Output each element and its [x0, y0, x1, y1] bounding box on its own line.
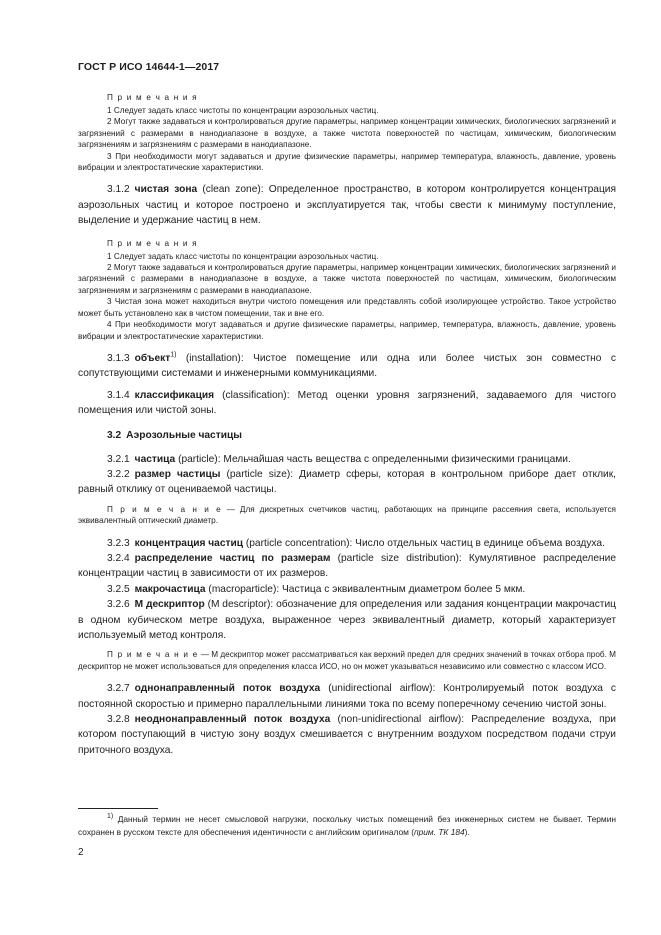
- footnote-text: Данный термин не несет смысловой нагрузки, поскольку чистых помещений без инженерных систем не бывает. Термин сохранен в русском тексте для обеспечения идентичности с английским оригиналом (: [78, 814, 616, 837]
- term-definition: [78, 182, 616, 228]
- term-text: (particle size distribution): Кумулятивное распределение концентрации частиц в зависимости от их размеров.: [78, 552, 616, 580]
- term-text: (non-unidirectional airflow): Распределение воздуха, при котором поступающий в чистую зону воздух смешивается с внутренним воздухом посредством подачи струи приточного воздуха.: [78, 714, 616, 756]
- term-name: классификация: [134, 389, 215, 401]
- section-title: Аэрозольные частицы: [126, 429, 242, 441]
- term-name: неоднонаправленный поток воздуха: [134, 714, 331, 726]
- term-definition: [78, 536, 616, 551]
- note-item: 4 При необходимости могут задаваться и другие физические параметры, например, температура, влажность, давление, уровень вибрации и электростатические характеристики.: [78, 320, 616, 341]
- note-item: 3 При необходимости могут задаваться и другие физические параметры, например температура, влажность, давление, уровень вибрации и электростатические характеристики.: [78, 151, 616, 173]
- term-definition: [78, 351, 616, 382]
- term-name: чистая зона: [134, 184, 198, 196]
- note-label: П р и м е ч а н и е: [107, 650, 199, 660]
- term-number: 3.1.3: [107, 352, 130, 364]
- term-text: (installation): Чистое помещение или одна или более чистых зон совместно с сопутствующими системами и инженерными коммуникациями.: [78, 352, 616, 380]
- term-name: М дескриптор: [134, 599, 205, 611]
- note-text: — Для дискретных счетчиков частиц, работающих на принципе рассеяния света, используется эквивалентный оптический диаметр.: [78, 504, 616, 526]
- term-number: 3.2.7: [107, 683, 130, 695]
- term-name: концентрация частиц: [134, 537, 244, 549]
- term-number: 3.2.4: [107, 552, 130, 564]
- footnote-italic: прим. ТК 184: [414, 827, 465, 837]
- term-text: (particle): Мельчайшая часть вещества с определенными физическими границами.: [175, 453, 571, 465]
- term-text: (particle size): Диаметр сферы, которая в контрольном приборе дает отклик, равный отклику от оцениваемой частицы.: [78, 468, 616, 496]
- term-definition: [78, 597, 616, 643]
- note-item: 3 Чистая зона может находиться внутри чистого помещения или представлять собой изолирующее устройство. Такое устройство может быть установлено как в чистом помещении, так и вне его.: [78, 297, 616, 318]
- page-content: [78, 92, 616, 758]
- notes-title: П р и м е ч а н и я: [107, 93, 198, 102]
- term-name: частица: [134, 453, 176, 465]
- note-label: П р и м е ч а н и е: [107, 504, 222, 514]
- page-number: 2: [78, 847, 84, 858]
- term-name: макрочастица: [134, 583, 206, 595]
- term-definition: [78, 551, 616, 582]
- term-definition: [78, 712, 616, 758]
- term-definition: [78, 452, 616, 467]
- term-number: 3.2.1: [107, 453, 130, 465]
- footnote-divider: [78, 808, 158, 809]
- note-item: [78, 504, 616, 527]
- section-heading: [78, 428, 616, 443]
- section-number: 3.2: [107, 429, 122, 441]
- term-number: 3.2.8: [107, 714, 130, 726]
- term-text: (unidirectional airflow): Контролируемый поток воздуха с постоянной скоростью и примерно параллельными линиями тока по всему поперечному сечению чистой зоны.: [78, 683, 616, 710]
- term-text: (macroparticle): Частица с эквивалентным диаметром более 5 мкм.: [205, 583, 526, 595]
- term-name: объект: [134, 352, 171, 364]
- term-number: 3.2.2: [107, 468, 130, 480]
- term-text: (M descriptor): обозначение для определения или задания концентрации макрочастиц в одном кубическом метре воздуха, выраженное через эквивалентный диаметр, который характеризует используемый метод контроля.: [78, 599, 616, 641]
- footnote-end: ).: [464, 827, 470, 837]
- term-definition: [78, 388, 616, 419]
- notes-title: П р и м е ч а н и я: [107, 238, 198, 248]
- term-number: 3.1.4: [107, 389, 130, 401]
- note-item: 1 Следует задать класс чистоты по концентрации аэрозольных частиц.: [107, 106, 379, 115]
- term-number: 3.2.3: [107, 537, 130, 549]
- document-header: ГОСТ Р ИСО 14644-1—2017: [78, 61, 220, 73]
- term-definition: [78, 467, 616, 498]
- note-item: 1 Следует задать класс чистоты по концентрации аэрозольных частиц.: [107, 251, 379, 261]
- footnote-mark: 1): [107, 813, 114, 821]
- term-name: размер частицы: [134, 468, 221, 480]
- note-text: — М дескриптор может рассматриваться как верхний предел для средних значений в точках отбора проб. М дескриптор не может использоваться для определения класса ИСО, но он может указываться независимо или совместно с классом ИСО.: [78, 650, 617, 671]
- footnote: [78, 813, 616, 839]
- term-definition: [78, 582, 616, 597]
- note-item: 2 Могут также задаваться и контролироваться другие параметры, например концентрации химических, биологических загрязнений и загрязнений с размерами в нанодиапазоне в воздухе, а также чистота поверхностей по частицам, химическим, биологическим загрязнениям и загрязнениям с размерами в нанодиапазоне.: [78, 117, 616, 150]
- term-text: (classification): Метод оценки уровня загрязнений, задаваемого для чистого помещения или чистой зоны.: [78, 389, 616, 417]
- footnote-ref: 1): [170, 351, 177, 359]
- term-name: распределение частиц по размерам: [134, 552, 331, 564]
- note-item: 2 Могут также задаваться и контролироваться другие параметры, например концентрации химических, биологических загрязнений и загрязнений с размерами в нанодиапазоне в воздухе, а также чистота поверхностей по частицам, химическим, биологическим загрязнениям и загрязнениям с размерами в нанодиапазоне.: [78, 263, 616, 295]
- note-item: [78, 649, 616, 672]
- term-number: 3.2.6: [107, 599, 130, 611]
- term-name: однонаправленный поток воздуха: [134, 683, 321, 695]
- term-number: 3.1.2: [107, 184, 130, 196]
- term-definition: [78, 681, 616, 712]
- term-number: 3.2.5: [107, 583, 130, 595]
- term-text: (clean zone): Определенное пространство, в котором контролируется концентрация аэрозольных частиц и которое построено и эксплуатируется так, чтобы свести к минимуму поступление, выделение и удержание частиц в нем.: [78, 184, 616, 227]
- term-text: (particle concentration): Число отдельных частиц в единице объема воздуха.: [243, 537, 605, 549]
